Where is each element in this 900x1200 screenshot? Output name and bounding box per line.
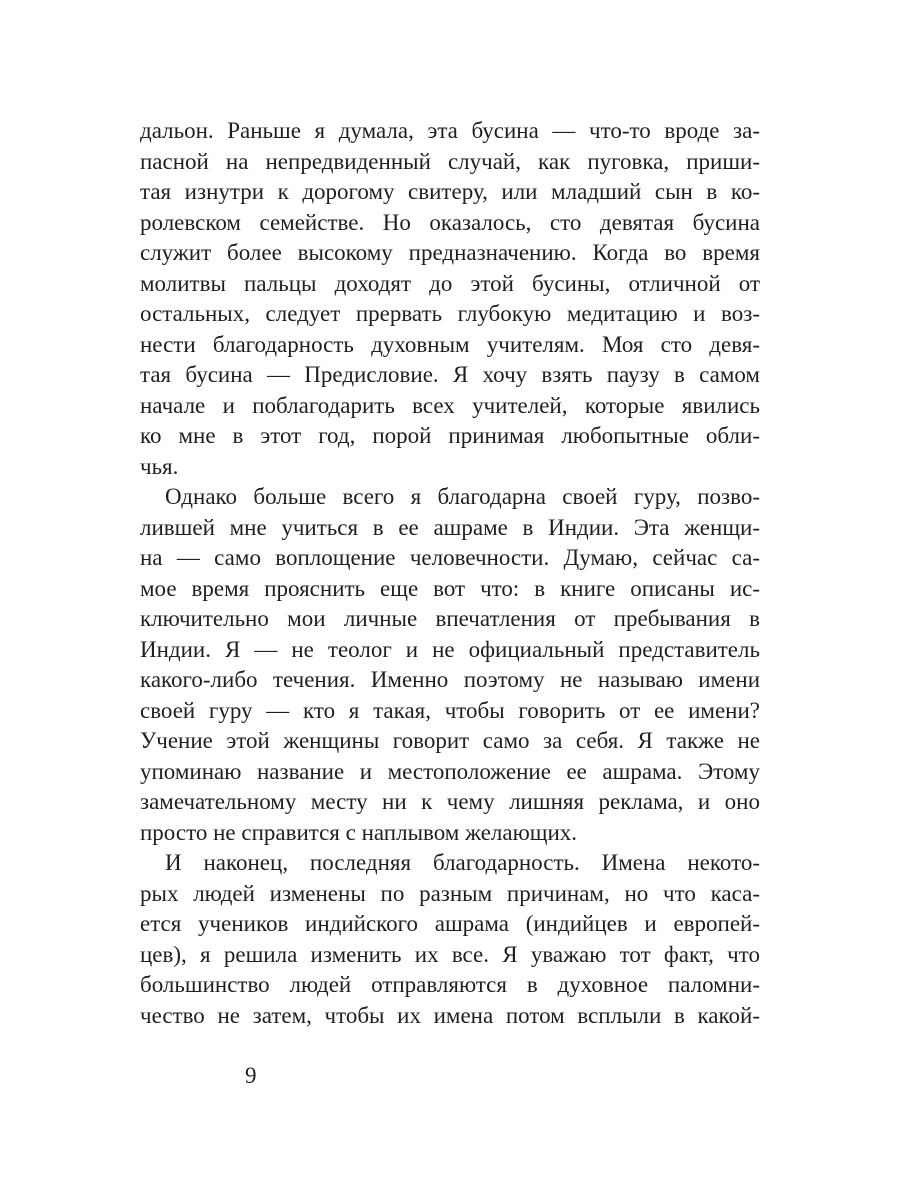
text-line: какого-либо течения. Именно поэтому не называю имени <box>140 667 760 692</box>
paragraph-1 <box>140 116 760 482</box>
text-line: чество не затем, чтобы их имена потом всплыли в какой- <box>140 1002 760 1028</box>
text-line: чья. <box>140 453 179 479</box>
text-line: И наконец, последняя благодарность. Имена некото- <box>165 850 760 875</box>
text-line: мое время прояснить еще вот что: в книге описаны ис- <box>140 575 760 601</box>
text-line: ролевском семействе. Но оказалось, сто девятая бусина <box>140 209 760 235</box>
text-line: ется учеников индийского ашрама (индийцев и европей- <box>140 911 760 936</box>
text-line: остальных, следует прервать глубокую медитацию и воз- <box>140 301 760 326</box>
text-line: тая изнутри к дорогому свитеру, или младший сын в ко- <box>140 179 760 204</box>
text-line: служит более высокому предназначению. Когда во время <box>140 240 760 265</box>
text-line: дальон. Раньше я думала, эта бусина — что-то вроде за- <box>140 118 760 143</box>
paragraph-2 <box>140 482 760 848</box>
text-line: на — само воплощение человечности. Думаю, сейчас са- <box>140 545 760 570</box>
text-line: ко мне в этот год, порой принимая любопытные обли- <box>140 423 760 448</box>
text-line: нести благодарность духовным учителям. Моя сто девя- <box>140 331 760 357</box>
text-line: упоминаю название и местоположение ее ашрама. Этому <box>140 758 760 784</box>
text-line: цев), я решила изменить их все. Я уважаю тот факт, что <box>140 941 760 967</box>
paragraph-3 <box>140 848 760 1031</box>
text-line: молитвы пальцы доходят до этой бусины, отличной от <box>140 270 760 296</box>
body-text <box>140 116 760 1031</box>
text-line: Индии. Я — не теолог и не официальный представитель <box>140 636 760 662</box>
text-line: Учение этой женщины говорит само за себя. Я также не <box>140 728 760 753</box>
text-line: ключительно мои личные впечатления от пребывания в <box>140 606 760 631</box>
text-line: лившей мне учиться в ее ашраме в Индии. Эта женщи- <box>140 514 760 540</box>
text-line: замечательному месту ни к чему лишняя реклама, и оно <box>140 789 760 814</box>
text-line: начале и поблагодарить всех учителей, которые явились <box>140 392 760 418</box>
text-line: Однако больше всего я благодарна своей гуру, позво- <box>165 484 760 509</box>
text-line: пасной на непредвиденный случай, как пуговка, приши- <box>140 148 760 174</box>
text-line: большинство людей отправляются в духовное паломни- <box>140 972 760 997</box>
text-line: тая бусина — Предисловие. Я хочу взять паузу в самом <box>140 362 760 387</box>
text-line: своей гуру — кто я такая, чтобы говорить от ее имени? <box>140 697 760 723</box>
page-number: 9 <box>245 1063 257 1088</box>
text-line: рых людей изменены по разным причинам, но что каса- <box>140 880 760 906</box>
text-line: просто не справится с наплывом желающих. <box>140 819 578 845</box>
